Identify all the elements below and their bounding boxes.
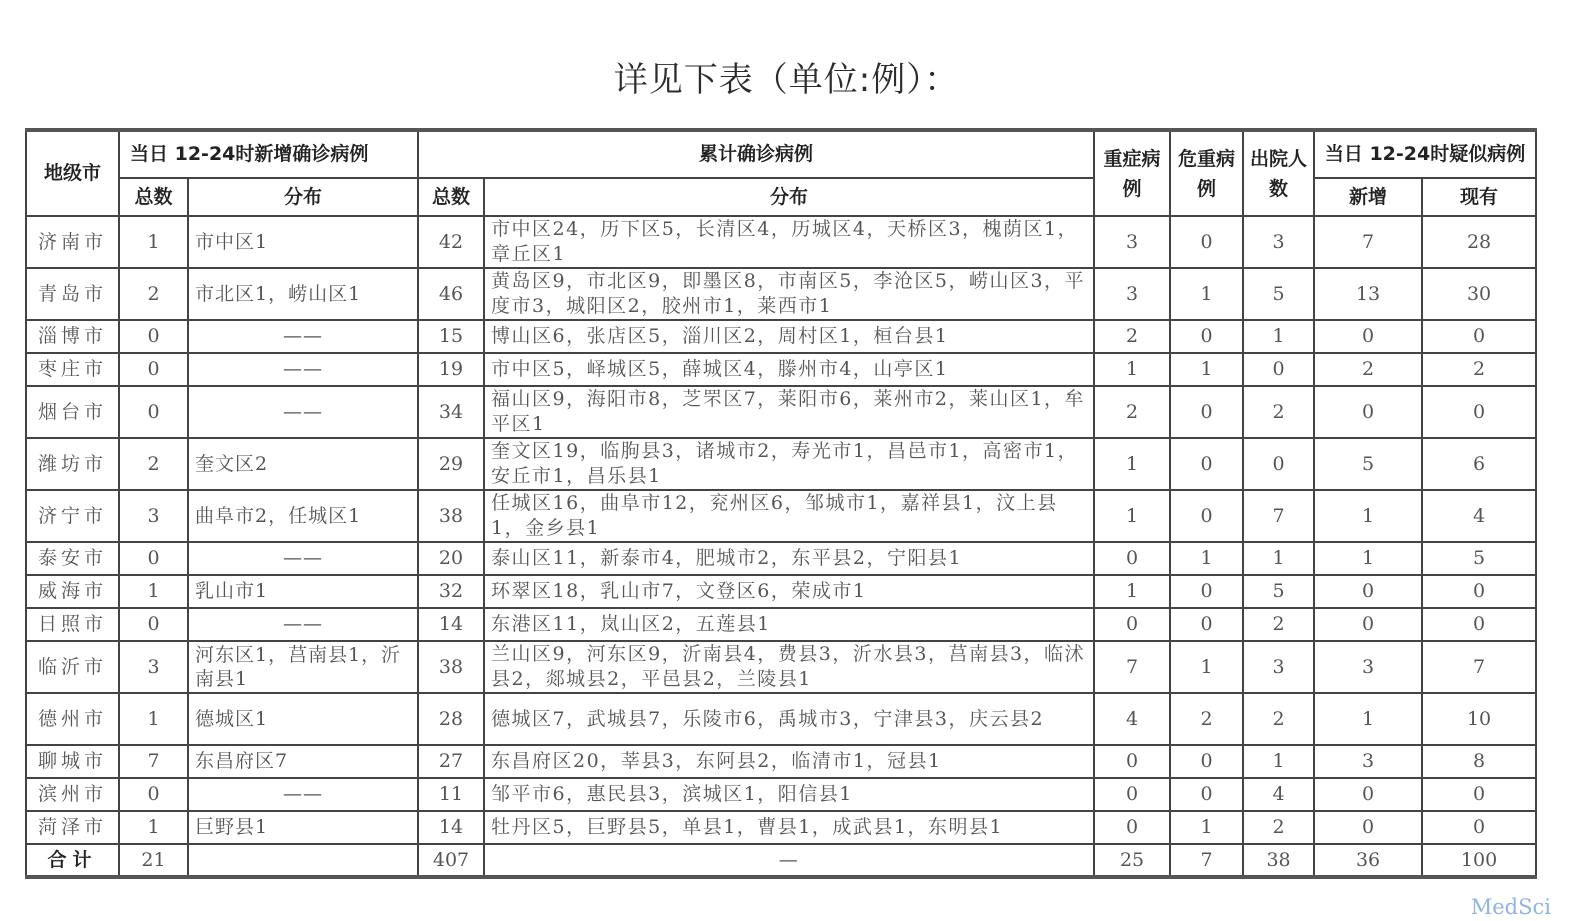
table-row — [26, 438, 1536, 490]
critical-cell: 0 — [1170, 575, 1243, 608]
cumulative-distribution-cell: 邹平市6，惠民县3，滨城区1，阳信县1 — [484, 778, 1094, 811]
city-cell: 聊城市 — [26, 745, 119, 778]
severe-cell: 0 — [1094, 608, 1170, 641]
suspect-new-cell: 3 — [1314, 641, 1422, 693]
suspect-new-cell: 0 — [1314, 386, 1422, 438]
critical-cell: 0 — [1170, 438, 1243, 490]
suspect-new-cell: 0 — [1314, 778, 1422, 811]
new-total-cell: 0 — [119, 320, 188, 353]
table-row — [26, 386, 1536, 438]
cumulative-total-cell: 29 — [418, 438, 484, 490]
table-row — [26, 608, 1536, 641]
suspect-new-cell: 3 — [1314, 745, 1422, 778]
table-row — [26, 693, 1536, 745]
city-cell: 潍坊市 — [26, 438, 119, 490]
total-discharged-cell: 38 — [1243, 844, 1314, 877]
critical-cell: 0 — [1170, 386, 1243, 438]
severe-cell: 0 — [1094, 778, 1170, 811]
suspect-current-cell: 0 — [1422, 386, 1536, 438]
suspect-current-cell: 30 — [1422, 268, 1536, 320]
cumulative-distribution-cell: 市中区24，历下区5，长清区4，历城区4，天桥区3，槐荫区1，章丘区1 — [484, 216, 1094, 268]
suspect-current-cell: 0 — [1422, 320, 1536, 353]
suspect-current-cell: 8 — [1422, 745, 1536, 778]
severe-cell: 7 — [1094, 641, 1170, 693]
page-title: 详见下表（单位:例）： — [613, 60, 960, 100]
city-cell: 枣庄市 — [26, 353, 119, 386]
suspect-current-cell: 28 — [1422, 216, 1536, 268]
suspect-current-cell: 6 — [1422, 438, 1536, 490]
severe-cell: 1 — [1094, 353, 1170, 386]
new-distribution-cell: 曲阜市2，任城区1 — [188, 490, 418, 542]
critical-cell: 1 — [1170, 268, 1243, 320]
cumulative-total-cell: 14 — [418, 608, 484, 641]
total-suspect-current-cell: 100 — [1422, 844, 1536, 877]
new-total-cell: 0 — [119, 386, 188, 438]
discharged-cell: 7 — [1243, 490, 1314, 542]
new-total-cell: 0 — [119, 353, 188, 386]
critical-cell: 1 — [1170, 811, 1243, 844]
new-total-cell: 3 — [119, 641, 188, 693]
new-distribution-cell: —— — [188, 778, 418, 811]
cumulative-total-cell: 14 — [418, 811, 484, 844]
table-row — [26, 542, 1536, 575]
medsci-watermark: MedSci — [1470, 895, 1551, 919]
new-total-cell: 0 — [119, 542, 188, 575]
suspect-new-cell: 13 — [1314, 268, 1422, 320]
severe-cell: 1 — [1094, 575, 1170, 608]
case-table-container — [25, 128, 1535, 879]
new-total-cell: 3 — [119, 490, 188, 542]
cumulative-total-cell: 46 — [418, 268, 484, 320]
table-row — [26, 575, 1536, 608]
cumulative-total-cell: 19 — [418, 353, 484, 386]
new-total-cell: 0 — [119, 608, 188, 641]
city-cell: 青岛市 — [26, 268, 119, 320]
cumulative-distribution-cell: 东昌府区20，莘县3，东阿县2，临清市1，冠县1 — [484, 745, 1094, 778]
cumulative-total-cell: 11 — [418, 778, 484, 811]
critical-cell: 0 — [1170, 778, 1243, 811]
critical-cell: 0 — [1170, 745, 1243, 778]
new-total-cell: 7 — [119, 745, 188, 778]
suspect-new-cell: 1 — [1314, 693, 1422, 745]
new-total-cell: 1 — [119, 216, 188, 268]
severe-cell: 4 — [1094, 693, 1170, 745]
header-new-total: 总数 — [119, 178, 188, 216]
total-critical-cell: 7 — [1170, 844, 1243, 877]
suspect-current-cell: 7 — [1422, 641, 1536, 693]
new-total-cell: 2 — [119, 268, 188, 320]
critical-cell: 1 — [1170, 542, 1243, 575]
severe-cell: 2 — [1094, 320, 1170, 353]
cumulative-distribution-cell: 任城区16，曲阜市12，兖州区6，邹城市1，嘉祥县1，汶上县1，金乡县1 — [484, 490, 1094, 542]
header-city: 地级市 — [26, 130, 119, 216]
new-distribution-cell: 河东区1，莒南县1，沂南县1 — [188, 641, 418, 693]
table-row — [26, 811, 1536, 844]
cumulative-distribution-cell: 市中区5，峄城区5，薛城区4，滕州市4，山亭区1 — [484, 353, 1094, 386]
header-suspect-new: 新增 — [1314, 178, 1422, 216]
cumulative-distribution-cell: 奎文区19，临朐县3，诸城市2，寿光市1，昌邑市1，高密市1，安丘市1，昌乐县1 — [484, 438, 1094, 490]
suspect-new-cell: 0 — [1314, 575, 1422, 608]
new-total-cell: 1 — [119, 811, 188, 844]
discharged-cell: 2 — [1243, 386, 1314, 438]
header-cumulative-group: 累计确诊病例 — [418, 130, 1094, 178]
discharged-cell: 0 — [1243, 353, 1314, 386]
suspect-new-cell: 0 — [1314, 608, 1422, 641]
city-cell: 临沂市 — [26, 641, 119, 693]
city-cell: 烟台市 — [26, 386, 119, 438]
cumulative-total-cell: 27 — [418, 745, 484, 778]
new-distribution-cell: —— — [188, 386, 418, 438]
table-row — [26, 778, 1536, 811]
city-cell: 威海市 — [26, 575, 119, 608]
table-row — [26, 745, 1536, 778]
cumulative-total-cell: 20 — [418, 542, 484, 575]
suspect-new-cell: 0 — [1314, 811, 1422, 844]
city-cell: 济宁市 — [26, 490, 119, 542]
discharged-cell: 0 — [1243, 438, 1314, 490]
case-table — [25, 128, 1537, 879]
city-cell: 淄博市 — [26, 320, 119, 353]
header-critical: 危重病例 — [1170, 130, 1243, 216]
cumulative-total-cell: 15 — [418, 320, 484, 353]
severe-cell: 0 — [1094, 811, 1170, 844]
total-cumulative-cell: 407 — [418, 844, 484, 877]
suspect-current-cell: 0 — [1422, 575, 1536, 608]
table-row — [26, 216, 1536, 268]
cumulative-total-cell: 38 — [418, 641, 484, 693]
city-cell: 泰安市 — [26, 542, 119, 575]
total-cumulative-distribution-cell: — — [484, 844, 1094, 877]
discharged-cell: 2 — [1243, 608, 1314, 641]
new-distribution-cell: 奎文区2 — [188, 438, 418, 490]
discharged-cell: 1 — [1243, 542, 1314, 575]
critical-cell: 1 — [1170, 353, 1243, 386]
city-cell: 济南市 — [26, 216, 119, 268]
critical-cell: 0 — [1170, 320, 1243, 353]
suspect-new-cell: 7 — [1314, 216, 1422, 268]
severe-cell: 3 — [1094, 216, 1170, 268]
header-discharged: 出院人数 — [1243, 130, 1314, 216]
table-row — [26, 268, 1536, 320]
cumulative-distribution-cell: 牡丹区5，巨野县5，单县1，曹县1，成武县1，东明县1 — [484, 811, 1094, 844]
cumulative-distribution-cell: 博山区6，张店区5，淄川区2，周村区1，桓台县1 — [484, 320, 1094, 353]
new-distribution-cell: —— — [188, 320, 418, 353]
city-cell: 德州市 — [26, 693, 119, 745]
discharged-cell: 1 — [1243, 745, 1314, 778]
header-cumulative-total: 总数 — [418, 178, 484, 216]
suspect-new-cell: 5 — [1314, 438, 1422, 490]
cumulative-distribution-cell: 泰山区11，新泰市4，肥城市2，东平县2，宁阳县1 — [484, 542, 1094, 575]
suspect-new-cell: 1 — [1314, 490, 1422, 542]
new-distribution-cell: 市中区1 — [188, 216, 418, 268]
suspect-new-cell: 2 — [1314, 353, 1422, 386]
discharged-cell: 5 — [1243, 268, 1314, 320]
new-total-cell: 0 — [119, 778, 188, 811]
cumulative-total-cell: 42 — [418, 216, 484, 268]
header-suspect-group: 当日 12-24时疑似病例 — [1314, 130, 1536, 178]
critical-cell: 2 — [1170, 693, 1243, 745]
city-cell: 滨州市 — [26, 778, 119, 811]
cumulative-distribution-cell: 兰山区9，河东区9，沂南县4，费县3，沂水县3，莒南县3，临沭县2，郯城县2，平邑县2，兰陵县1 — [484, 641, 1094, 693]
total-suspect-new-cell: 36 — [1314, 844, 1422, 877]
total-row — [26, 844, 1536, 877]
discharged-cell: 1 — [1243, 320, 1314, 353]
new-distribution-cell: —— — [188, 608, 418, 641]
total-new-cell: 21 — [119, 844, 188, 877]
suspect-current-cell: 2 — [1422, 353, 1536, 386]
critical-cell: 1 — [1170, 641, 1243, 693]
severe-cell: 2 — [1094, 386, 1170, 438]
city-cell: 菏泽市 — [26, 811, 119, 844]
new-distribution-cell: —— — [188, 542, 418, 575]
severe-cell: 1 — [1094, 438, 1170, 490]
new-distribution-cell: 德城区1 — [188, 693, 418, 745]
discharged-cell: 3 — [1243, 641, 1314, 693]
table-row — [26, 353, 1536, 386]
critical-cell: 0 — [1170, 490, 1243, 542]
new-distribution-cell: 东昌府区7 — [188, 745, 418, 778]
cumulative-total-cell: 38 — [418, 490, 484, 542]
cumulative-total-cell: 34 — [418, 386, 484, 438]
severe-cell: 0 — [1094, 745, 1170, 778]
cumulative-distribution-cell: 德城区7，武城县7，乐陵市6，禹城市3，宁津县3，庆云县2 — [484, 693, 1094, 745]
total-severe-cell: 25 — [1094, 844, 1170, 877]
suspect-current-cell: 4 — [1422, 490, 1536, 542]
severe-cell: 1 — [1094, 490, 1170, 542]
suspect-current-cell: 5 — [1422, 542, 1536, 575]
new-distribution-cell: —— — [188, 353, 418, 386]
severe-cell: 3 — [1094, 268, 1170, 320]
critical-cell: 0 — [1170, 608, 1243, 641]
suspect-current-cell: 0 — [1422, 608, 1536, 641]
suspect-new-cell: 1 — [1314, 542, 1422, 575]
city-cell: 日照市 — [26, 608, 119, 641]
table-row — [26, 320, 1536, 353]
discharged-cell: 4 — [1243, 778, 1314, 811]
severe-cell: 0 — [1094, 542, 1170, 575]
header-cumulative-distribution: 分布 — [484, 178, 1094, 216]
cumulative-total-cell: 32 — [418, 575, 484, 608]
new-distribution-cell: 巨野县1 — [188, 811, 418, 844]
discharged-cell: 3 — [1243, 216, 1314, 268]
table-row — [26, 490, 1536, 542]
cumulative-distribution-cell: 福山区9，海阳市8，芝罘区7，莱阳市6，莱州市2，莱山区1，牟平区1 — [484, 386, 1094, 438]
new-distribution-cell: 市北区1，崂山区1 — [188, 268, 418, 320]
header-suspect-current: 现有 — [1422, 178, 1536, 216]
total-new-distribution-cell — [188, 844, 418, 877]
suspect-current-cell: 10 — [1422, 693, 1536, 745]
discharged-cell: 2 — [1243, 693, 1314, 745]
new-total-cell: 1 — [119, 693, 188, 745]
critical-cell: 0 — [1170, 216, 1243, 268]
discharged-cell: 5 — [1243, 575, 1314, 608]
header-row-1 — [26, 130, 1536, 178]
new-total-cell: 1 — [119, 575, 188, 608]
cumulative-distribution-cell: 环翠区18，乳山市7，文登区6，荣成市1 — [484, 575, 1094, 608]
total-label: 合计 — [26, 844, 119, 877]
new-distribution-cell: 乳山市1 — [188, 575, 418, 608]
discharged-cell: 2 — [1243, 811, 1314, 844]
cumulative-total-cell: 28 — [418, 693, 484, 745]
suspect-current-cell: 0 — [1422, 778, 1536, 811]
suspect-new-cell: 0 — [1314, 320, 1422, 353]
header-severe: 重症病例 — [1094, 130, 1170, 216]
cumulative-distribution-cell: 东港区11，岚山区2，五莲县1 — [484, 608, 1094, 641]
header-new-distribution: 分布 — [188, 178, 418, 216]
cumulative-distribution-cell: 黄岛区9，市北区9，即墨区8，市南区5，李沧区5，崂山区3，平度市3，城阳区2，胶州市1，莱西市1 — [484, 268, 1094, 320]
new-total-cell: 2 — [119, 438, 188, 490]
header-new-group: 当日 12-24时新增确诊病例 — [119, 130, 418, 178]
suspect-current-cell: 0 — [1422, 811, 1536, 844]
table-row — [26, 641, 1536, 693]
